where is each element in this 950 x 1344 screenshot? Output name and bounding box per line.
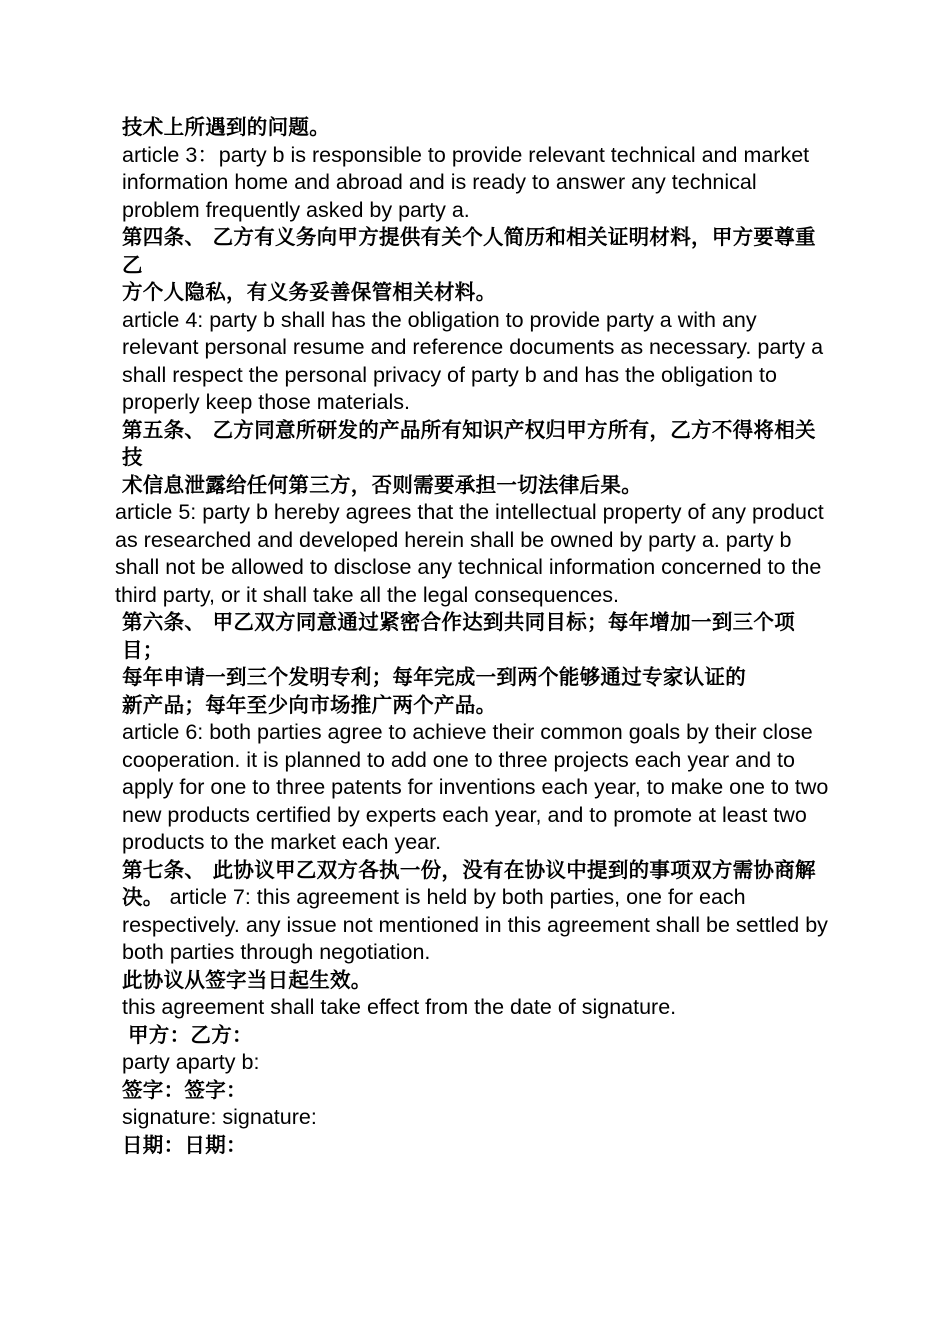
clause-4-cn-b: 方个人隐私，有义务妥善保管相关材料。 xyxy=(122,280,497,304)
clause-6-cn-a: 第六条、 甲乙双方同意通过紧密合作达到共同目标；每年增加一到三个项目； xyxy=(122,610,796,662)
clause-5-cn-a: 第五条、 乙方同意所研发的产品所有知识产权归甲方所有，乙方不得将相关技 xyxy=(122,417,816,469)
clause-3-en: article 3：party b is responsible to provide relevant technical and market information home and abroad and is ready to answer any technical problem frequently asked by party a. xyxy=(122,142,816,222)
clause-6-cn-c: 新产品；每年至少向市场推广两个产品。 xyxy=(122,692,497,717)
clause-7-cn: 第七条、 此协议甲乙双方各执一份，没有在协议中提到的事项双方需协商解决。 xyxy=(122,857,816,909)
clause-5-en: article 5: party b hereby agrees that the intellectual property of any product as researched and developed herein shall be owned by party a. party b shall not be allowed to disclose any technical information concerned to the third party, or it shall take all the legal consequences. xyxy=(115,500,830,607)
clause-6-en: article 6: both parties agree to achieve their common goals by their close cooperation. it is planned to add one to three projects each year and to apply for one to three patents for inventions each year, to make one to two new products certified by experts each year, and to promote at least two products to the market each year. xyxy=(122,720,835,854)
clause-4-cn-a: 第四条、 乙方有义务向甲方提供有关个人简历和相关证明材料，甲方要尊重乙 xyxy=(122,225,816,277)
clause-6-cn-b: 每年申请一到三个发明专利；每年完成一到两个能够通过专家认证的 xyxy=(122,665,746,689)
clause-7-en: article 7: this agreement is held by both parties, one for each respectively. any issue not mentioned in this agreement shall be settled by both parties through negotiation. xyxy=(122,885,834,964)
signature-label-cn: 签字：签字： xyxy=(122,1077,247,1102)
date-label-cn: 日期：日期： xyxy=(122,1132,247,1157)
effective-date-cn: 此协议从签字当日起生效。 xyxy=(122,967,372,992)
signature-parties-en: party aparty b: xyxy=(122,1050,260,1074)
clause-4-en: article 4: party b shall has the obligation to provide party a with any relevant personal resume and reference documents as necessary. party a shall respect the personal privacy of party b and has the obligation to properly keep those materials. xyxy=(122,307,830,414)
signature-label-en: signature: signature: xyxy=(122,1105,317,1129)
clause-7 xyxy=(115,857,833,967)
document-body xyxy=(115,114,833,1159)
clause-3-cn-tail: 技术上所遇到的问题。 xyxy=(122,115,330,139)
signature-parties-cn: 甲方：乙方： xyxy=(128,1022,253,1047)
clause-5-cn-b: 术信息泄露给任何第三方，否则需要承担一切法律后果。 xyxy=(122,472,642,497)
effective-date-en: this agreement shall take effect from the date of signature. xyxy=(122,995,677,1019)
